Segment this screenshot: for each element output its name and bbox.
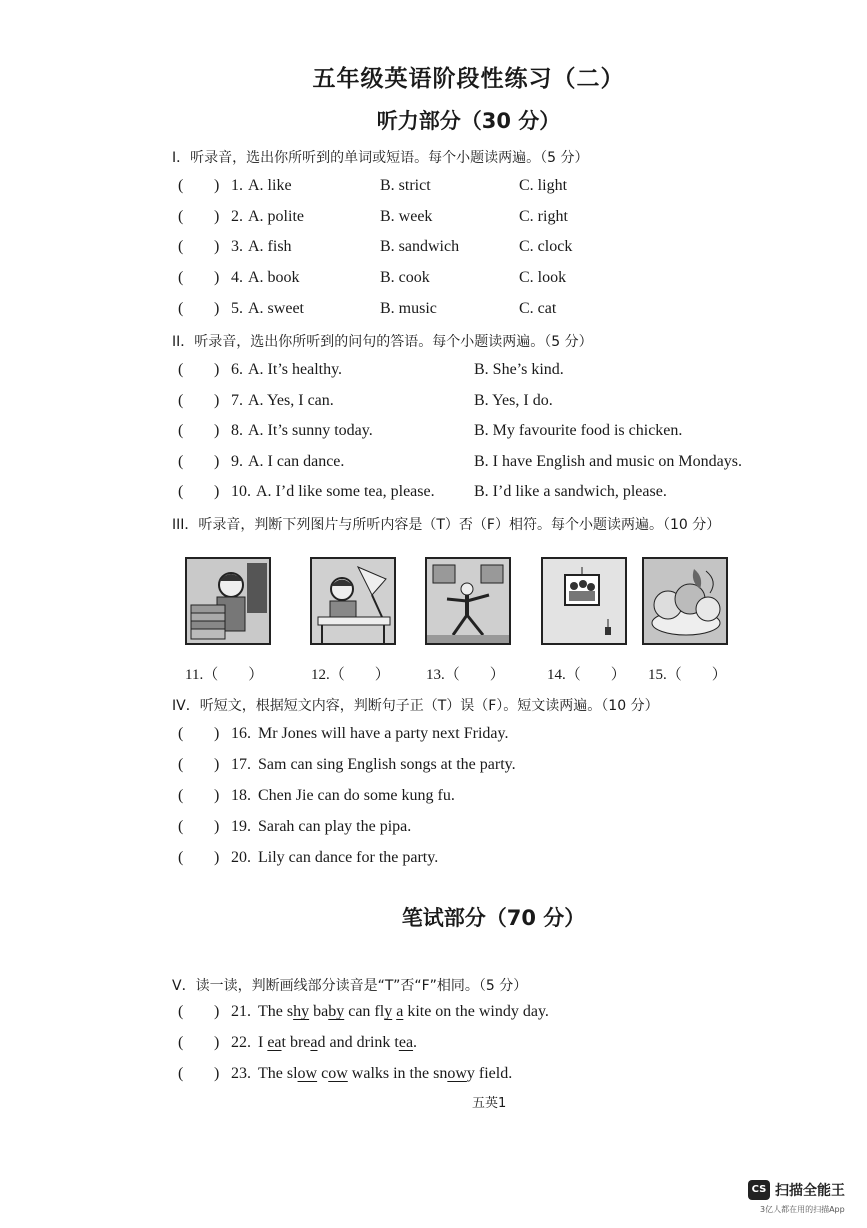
statement-text: Chen Jie can do some kung fu. xyxy=(258,787,455,804)
paren-left: ( xyxy=(178,787,184,804)
sentence-part: The s xyxy=(258,1003,294,1020)
picture-boy-with-books xyxy=(185,557,271,645)
paren-left: ( xyxy=(178,1065,184,1082)
paren-left: ( xyxy=(178,756,184,773)
paren-right: ) xyxy=(214,177,220,194)
option-c: C. look xyxy=(519,269,567,286)
question-number: 17. xyxy=(231,756,251,773)
underlined-sound: ea xyxy=(267,1034,282,1051)
option-b: B. music xyxy=(380,300,437,317)
paren-left: ( xyxy=(178,818,184,835)
sentence-part: . xyxy=(413,1034,418,1051)
paren-right: ) xyxy=(214,208,220,225)
option-c: C. right xyxy=(519,208,568,225)
paren-left: ( xyxy=(178,849,184,866)
paren-right: ) xyxy=(214,300,220,317)
listening-section-title: 听力部分（30 分） xyxy=(376,109,561,133)
paren-right: ) xyxy=(214,1034,220,1051)
option-b: B. I’d like a sandwich, please. xyxy=(474,483,667,500)
underlined-sound: y xyxy=(384,1003,393,1020)
picture-label: 14.（ ） xyxy=(547,667,626,683)
question-number: 22. xyxy=(231,1034,251,1051)
question-number: 19. xyxy=(231,818,251,835)
scanner-brand-name: 扫描全能王 xyxy=(775,1183,845,1199)
paren-left: ( xyxy=(178,422,184,439)
paren-right: ) xyxy=(214,392,220,409)
section-4-heading: IV．听短文，根据短文内容，判断句子正（T）误（F）。短文读两遍。（10 分） xyxy=(172,698,659,714)
option-b: B. She’s kind. xyxy=(474,361,564,378)
sentence-part: t bre xyxy=(281,1034,311,1051)
option-a: A. book xyxy=(248,269,300,286)
paren-left: ( xyxy=(178,269,184,286)
option-c: C. clock xyxy=(519,238,573,255)
paren-left: ( xyxy=(178,208,184,225)
paren-left: ( xyxy=(178,392,184,409)
paren-right: ) xyxy=(214,1003,220,1020)
paren-right: ) xyxy=(214,818,220,835)
option-a: A. fish xyxy=(248,238,292,255)
paren-left: ( xyxy=(178,300,184,317)
paren-left: ( xyxy=(178,1003,184,1020)
option-b: B. sandwich xyxy=(380,238,460,255)
paren-left: ( xyxy=(178,1034,184,1051)
picture-row xyxy=(185,557,745,649)
question-number: 20. xyxy=(231,849,251,866)
statement-text: Lily can dance for the party. xyxy=(258,849,439,866)
option-a: A. I can dance. xyxy=(248,453,345,470)
option-b: B. My favourite food is chicken. xyxy=(474,422,683,439)
sentence-text xyxy=(258,1034,417,1052)
paren-left: ( xyxy=(178,177,184,194)
option-b: B. cook xyxy=(380,269,430,286)
option-a: A. Yes, I can. xyxy=(248,392,334,409)
sentence-part: ba xyxy=(309,1003,329,1020)
question-number: 23. xyxy=(231,1065,251,1082)
statement-text: Mr Jones will have a party next Friday. xyxy=(258,725,509,742)
section-5-heading: V．读一读，判断画线部分读音是“T”否“F”相同。（5 分） xyxy=(172,978,528,994)
question-number: 21. xyxy=(231,1003,251,1020)
sentence-part: c xyxy=(317,1065,329,1082)
underlined-sound: a xyxy=(310,1034,318,1051)
option-b: B. week xyxy=(380,208,433,225)
picture-label: 13.（ ） xyxy=(426,667,505,683)
sentence-part: can fl xyxy=(344,1003,385,1020)
sentence-part: walks in the sn xyxy=(347,1065,448,1082)
paren-right: ) xyxy=(214,483,220,500)
section-2-heading: II．听录音，选出你所听到的问句的答语。每个小题读两遍。（5 分） xyxy=(172,334,593,350)
underlined-sound: a xyxy=(396,1003,404,1020)
written-section-title: 笔试部分（70 分） xyxy=(401,906,586,930)
question-number: 3. xyxy=(231,238,243,255)
sentence-part: d and drink t xyxy=(317,1034,399,1051)
picture-boy-writing xyxy=(310,557,396,645)
option-a: A. I’d like some tea, please. xyxy=(256,483,435,500)
section-3-heading: III．听录音，判断下列图片与所听内容是（T）否（F）相符。每个小题读两遍。（10 分） xyxy=(172,517,721,533)
paren-right: ) xyxy=(214,269,220,286)
paren-left: ( xyxy=(178,361,184,378)
page-title: 五年级英语阶段性练习（二） xyxy=(312,66,625,92)
option-b: B. Yes, I do. xyxy=(474,392,553,409)
paren-right: ) xyxy=(214,361,220,378)
question-number: 16. xyxy=(231,725,251,742)
section-1-heading: I．听录音，选出你所听到的单词或短语。每个小题读两遍。（5 分） xyxy=(172,150,589,166)
option-b: B. strict xyxy=(380,177,431,194)
underlined-sound: ow xyxy=(297,1065,318,1082)
statement-text: Sarah can play the pipa. xyxy=(258,818,412,835)
option-b: B. I have English and music on Mondays. xyxy=(474,453,742,470)
question-number: 10. xyxy=(231,483,251,500)
picture-label: 11.（ ） xyxy=(185,667,264,683)
paren-right: ) xyxy=(214,1065,220,1082)
question-number: 9. xyxy=(231,453,243,470)
underlined-sound: ow xyxy=(447,1065,467,1082)
paren-right: ) xyxy=(214,787,220,804)
paren-right: ) xyxy=(214,422,220,439)
sentence-part: kite on the windy day. xyxy=(403,1003,549,1020)
option-c: C. light xyxy=(519,177,568,194)
underlined-sound: ea xyxy=(398,1034,414,1051)
scanner-brand-tagline: 3亿人都在用的扫描App xyxy=(760,1205,845,1214)
sentence-text xyxy=(258,1003,549,1021)
question-number: 6. xyxy=(231,361,243,378)
question-number: 8. xyxy=(231,422,243,439)
picture-label: 15.（ ） xyxy=(648,667,727,683)
paren-right: ) xyxy=(214,453,220,470)
paren-right: ) xyxy=(214,849,220,866)
underlined-sound: ow xyxy=(328,1065,348,1082)
question-number: 7. xyxy=(231,392,243,409)
paren-left: ( xyxy=(178,725,184,742)
paren-left: ( xyxy=(178,483,184,500)
paren-left: ( xyxy=(178,238,184,255)
option-a: A. It’s sunny today. xyxy=(248,422,373,439)
question-number: 18. xyxy=(231,787,251,804)
paren-left: ( xyxy=(178,453,184,470)
camscanner-logo-icon: CS xyxy=(748,1180,770,1200)
question-number: 1. xyxy=(231,177,243,194)
paren-right: ) xyxy=(214,756,220,773)
option-c: C. cat xyxy=(519,300,557,317)
option-a: A. polite xyxy=(248,208,304,225)
sentence-part: I xyxy=(258,1034,268,1051)
option-a: A. like xyxy=(248,177,292,194)
picture-label: 12.（ ） xyxy=(311,667,390,683)
statement-text: Sam can sing English songs at the party. xyxy=(258,756,516,773)
underlined-sound: hy xyxy=(293,1003,310,1020)
question-number: 4. xyxy=(231,269,243,286)
picture-kung-fu xyxy=(425,557,511,645)
sentence-part: The sl xyxy=(258,1065,298,1082)
picture-fruit-plate xyxy=(642,557,728,645)
sentence-text xyxy=(258,1065,512,1083)
question-number: 5. xyxy=(231,300,243,317)
paren-right: ) xyxy=(214,238,220,255)
underlined-sound: by xyxy=(328,1003,345,1020)
paren-right: ) xyxy=(214,725,220,742)
question-number: 2. xyxy=(231,208,243,225)
sentence-part: y field. xyxy=(466,1065,513,1082)
picture-family-photo xyxy=(541,557,627,645)
option-a: A. It’s healthy. xyxy=(248,361,343,378)
option-a: A. sweet xyxy=(248,300,304,317)
page-footer: 五英1 xyxy=(472,1096,507,1111)
